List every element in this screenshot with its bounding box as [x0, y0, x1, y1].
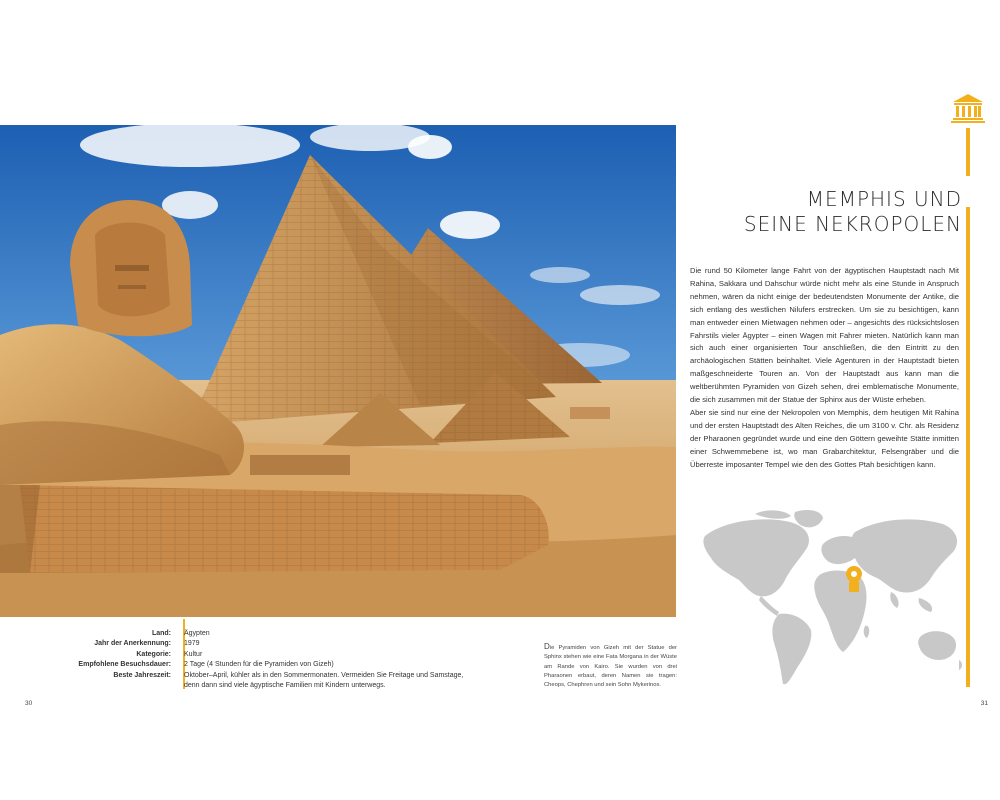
fact-row — [60, 660, 474, 670]
fact-row — [60, 639, 474, 649]
fact-value: Kultur — [184, 650, 203, 658]
fact-label: Jahr der Anerkennung: — [94, 640, 171, 648]
continent-north-america — [703, 519, 809, 596]
fact-label: Empfohlene Besuchsdauer: — [78, 661, 171, 669]
caption-text: ie Pyramiden von Gizeh mit der Statue der Sphinx stehen wie eine Fata Morgana in der Wüste am Rande von Kairo. Sie wurden von drei Pharaonen erbaut, deren Namen sie tragen: Cheops, Chephren und sein Sohn Mykerinos. — [544, 645, 677, 689]
title-line-1: MEMPHIS UND — [806, 187, 962, 211]
fact-row — [60, 629, 474, 639]
accent-bar-top — [966, 128, 970, 176]
caption-initial: D — [544, 642, 550, 651]
page-number-right: 31 — [980, 700, 988, 707]
article-title — [662, 187, 962, 237]
fact-label: Kategorie: — [136, 650, 171, 658]
paragraph-2: Aber sie sind nur eine der Nekropolen von Memphis, dem heutigen Mit Rahina und der ersten Hauptstadt des Alten Reiches, die um 3100 v. Chr. als Residenz der Pharaonen gegründet wurde und eine den Göttern geweihte Stätte inmitten einer Schwemmebene ist, wo man Grabarchitektur, Felsengräber und die Überreste imposanter Tempel wie den des Gottes Ptah besichtigen kann. — [690, 407, 959, 469]
fact-value: Oktober–April, kühler als in den Sommermonaten. Vermeiden Sie Freitage und Samstage, denn dann sind viele ägyptische Familien mit Kindern unterwegs. — [184, 671, 464, 690]
fact-row — [60, 671, 474, 692]
continent-greenland — [794, 510, 823, 527]
fact-row — [60, 650, 474, 660]
continent-asia — [851, 519, 957, 592]
fact-label: Beste Jahreszeit: — [113, 671, 171, 679]
unesco-temple-icon — [951, 93, 985, 123]
fact-box — [60, 629, 474, 691]
fact-value: 2 Tage (4 Stunden für die Pyramiden von Gizeh) — [184, 661, 334, 669]
fact-label: Land: — [151, 630, 171, 637]
title-line-2: SEINE NEKROPOLEN — [743, 212, 962, 236]
world-map — [695, 508, 965, 690]
fact-value: Ägypten — [184, 630, 210, 637]
fact-value: 1979 — [184, 640, 200, 648]
page-number-left: 30 — [25, 700, 33, 707]
continent-australia — [918, 631, 956, 660]
paragraph-1: Die rund 50 Kilometer lange Fahrt von der ägyptischen Hauptstadt nach Mit Rahina, Sakkara und Dahschur würde nicht mehr als eine Stunde in Anspruch nehmen, wären da nicht einige der bedeutendsten Monumente der Antike, die sich entlang des westlichen Nilufers erstrecken. Um sie zu besichtigen, kann man entweder einen Mietwagen nehmen oder – angesichts des rücksichtslosen Fahrstils vieler Ägypter – einen Wagen mit Fahrer mieten. Natürlich kann man sich auch einer organisierten Tour anschließen, die den Eintritt zu den archäologischen Stätten beinhaltet. Viele Agenturen in der Hauptstadt bieten maßgeschneiderte Touren an. Von der Hauptstadt aus kann man die weltberühmten Pyramiden von Gizeh sehen, drei emblematische Monumente, die sich zusammen mit der Statue der Sphinx aus der Wüste erheben. — [690, 266, 959, 405]
article-body — [690, 265, 959, 472]
continent-south-america — [772, 614, 811, 685]
photo-caption — [544, 642, 677, 690]
accent-bar-main — [966, 207, 970, 687]
pyramids-photo — [0, 125, 676, 617]
